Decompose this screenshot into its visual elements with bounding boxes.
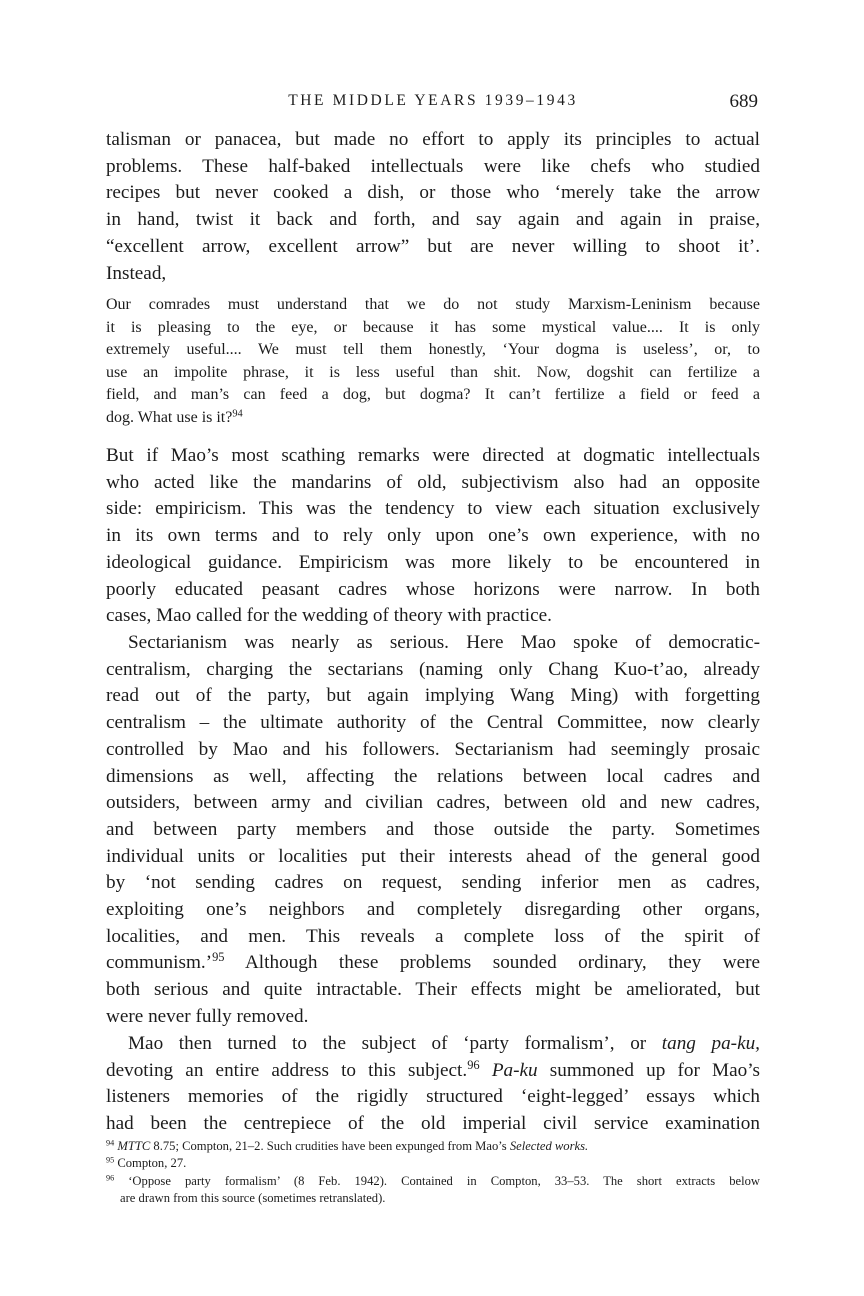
footnote-text: Compton, 27. (117, 1156, 187, 1171)
quote-line: Our comrades must understand that we do not study Marxism-Leninism because (106, 296, 760, 313)
footnote-95 (106, 1155, 760, 1172)
text-line: and between party members and those outside the party. Sometimes (106, 818, 760, 840)
quote-last-text: dog. What use is it? (106, 408, 233, 426)
footnote-ref-94: 94 (232, 408, 243, 420)
text-line: in its own terms and to rely only upon one’s own experience, with no (106, 525, 760, 547)
footnote-96-continued: are drawn from this source (sometimes retranslated). (120, 1191, 386, 1206)
footnote-work: Selected works. (509, 1139, 589, 1153)
book-page (106, 0, 760, 1296)
text-segment: communism.’ (106, 952, 213, 974)
paragraph-2 (106, 443, 760, 630)
text-segment: summoned up for Mao’s (537, 1059, 760, 1081)
text-line: side: empiricism. This was the tendency to view each situation exclusively (106, 498, 760, 520)
text-segment: Mao then turned to the subject of ‘party formalism’, or (128, 1033, 662, 1054)
footnote-96 (106, 1173, 760, 1190)
text-line: had been the centrepiece of the old imperial civil service examination (106, 1113, 760, 1135)
text-line: were never fully removed. (106, 1005, 309, 1027)
paragraph-1 (106, 127, 760, 287)
text-line: localities, and men. This reveals a complete loss of the spirit of (106, 925, 760, 947)
text-line: individual units or localities put their interests ahead of the general good (106, 845, 760, 867)
text-line: ideological guidance. Empiricism was more likely to be encountered in (106, 551, 760, 573)
text-line: by ‘not sending cadres on request, sending inferior men as cadres, (106, 872, 760, 894)
text-line: problems. These half-baked intellectuals were like chefs who studied (106, 155, 760, 177)
text-line: outsiders, between army and civilian cadres, between old and new cadres, (106, 792, 760, 814)
running-title: THE MIDDLE YEARS 1939–1943 (288, 92, 578, 109)
text-line: cases, Mao called for the wedding of theory with practice. (106, 605, 552, 627)
quote-line: use an impolite phrase, it is less useful than shit. Now, dogshit can fertilize a (106, 363, 760, 381)
footnote-number: 96 (106, 1173, 115, 1183)
text-line: controlled by Mao and his followers. Sectarianism had seemingly prosaic (106, 738, 760, 760)
footnote-ref-95: 95 (212, 950, 225, 965)
text-line: Sectarianism was nearly as serious. Here Mao spoke of democratic- (128, 632, 760, 653)
text-segment: devoting an entire address to this subject. (106, 1059, 468, 1081)
text-line: listeners memories of the rigidly structured ‘eight-legged’ essays which (106, 1086, 760, 1108)
running-header (106, 92, 760, 116)
term-pa-ku: Pa-ku (491, 1059, 538, 1081)
quote-line: extremely useful.... We must tell them honestly, ‘Your dogma is useless’, or, to (106, 341, 760, 359)
footnote-number: 95 (106, 1155, 115, 1165)
quote-line: field, and man’s can feed a dog, but dogma? It can’t fertilize a field or feed a (106, 386, 760, 404)
text-line: Instead, (106, 262, 167, 284)
paragraph-3 (106, 630, 760, 1031)
footnote-text: ‘Oppose party formalism’ (8 Feb. 1942). Contained in Compton, 33–53. The short extracts below (128, 1173, 760, 1188)
text-line: centralism – the ultimate authority of the Central Committee, now clearly (106, 712, 760, 734)
text-segment: Although these problems sounded ordinary, they were (224, 952, 760, 974)
text-line (106, 950, 760, 977)
text-line: But if Mao’s most scathing remarks were directed at dogmatic intellectuals (106, 445, 760, 466)
paragraph-4 (106, 1031, 760, 1138)
footnote-text: 8.75; Compton, 21–2. Such crudities have been expunged from Mao’s (150, 1139, 510, 1153)
quote-line: it is pleasing to the eye, or because it has some mystical value.... It is only (106, 318, 760, 336)
footnote-ref-96: 96 (467, 1057, 480, 1072)
block-quote (106, 294, 760, 430)
text-line: centralism, charging the sectarians (naming only Chang Kuo-t’ao, already (106, 658, 760, 680)
footnote-title: MTTC (117, 1139, 151, 1153)
text-line: both serious and quite intractable. Their effects might be ameliorated, but (106, 979, 760, 1001)
footnotes (106, 1138, 760, 1208)
text-line: who acted like the mandarins of old, subjectivism also had an opposite (106, 471, 760, 493)
text-line: “excellent arrow, excellent arrow” but are never willing to shoot it’. (106, 235, 760, 257)
text-line: talisman or panacea, but made no effort to apply its principles to actual (106, 129, 760, 150)
text-line: poorly educated peasant cadres whose horizons were narrow. In both (106, 578, 760, 600)
page-number: 689 (729, 91, 758, 112)
footnote-94 (106, 1138, 760, 1155)
quote-line (106, 407, 760, 430)
text-line: dimensions as well, affecting the relations between local cadres and (106, 765, 760, 787)
text-line (106, 1058, 760, 1085)
text-line: exploiting one’s neighbors and completely disregarding other organs, (106, 899, 760, 921)
text-line: read out of the party, but again implying Wang Ming) with forgetting (106, 685, 760, 707)
text-line (106, 1031, 760, 1058)
footnote-number: 94 (106, 1138, 115, 1148)
text-line: in hand, twist it back and forth, and say again and again in praise, (106, 209, 760, 231)
term-tang-pa-ku: tang pa-ku, (661, 1033, 760, 1054)
text-line: recipes but never cooked a dish, or those who ‘merely take the arrow (106, 182, 760, 204)
